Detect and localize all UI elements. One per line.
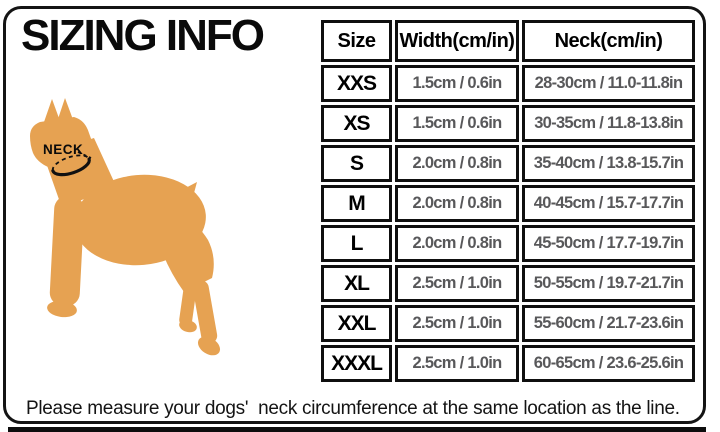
neck-label: NECK <box>43 142 84 157</box>
size-cell: XXS <box>321 65 392 102</box>
table-row <box>321 105 695 142</box>
column-header-neck: Neck(cm/in) <box>522 20 695 62</box>
dog-front-leg <box>49 195 85 306</box>
size-cell: XXXL <box>321 345 392 382</box>
sizing-table <box>318 17 698 385</box>
neck-cell: 45-50cm / 17.7-19.7in <box>522 225 695 262</box>
width-cell: 2.0cm / 0.8in <box>395 145 519 182</box>
width-cell: 2.5cm / 1.0in <box>395 305 519 342</box>
dog-silhouette <box>30 98 223 359</box>
column-header-size: Size <box>321 20 392 62</box>
neck-cell: 28-30cm / 11.0-11.8in <box>522 65 695 102</box>
table-row <box>321 145 695 182</box>
dog-illustration <box>18 96 223 361</box>
width-cell: 1.5cm / 0.6in <box>395 65 519 102</box>
size-cell: M <box>321 185 392 222</box>
table-header-row <box>321 20 695 62</box>
size-cell: L <box>321 225 392 262</box>
size-cell: XS <box>321 105 392 142</box>
dog-illustration-svg <box>18 96 223 361</box>
neck-cell: 55-60cm / 21.7-23.6in <box>522 305 695 342</box>
page-title: SIZING INFO <box>21 11 263 60</box>
table-row <box>321 185 695 222</box>
width-cell: 2.0cm / 0.8in <box>395 185 519 222</box>
neck-cell: 50-55cm / 19.7-21.7in <box>522 265 695 302</box>
table-row <box>321 65 695 102</box>
width-cell: 2.0cm / 0.8in <box>395 225 519 262</box>
neck-cell: 35-40cm / 13.8-15.7in <box>522 145 695 182</box>
column-header-width: Width(cm/in) <box>395 20 519 62</box>
width-cell: 2.5cm / 1.0in <box>395 265 519 302</box>
neck-cell: 30-35cm / 11.8-13.8in <box>522 105 695 142</box>
bottom-divider <box>8 427 706 432</box>
width-cell: 1.5cm / 0.6in <box>395 105 519 142</box>
table-row <box>321 305 695 342</box>
table-row <box>321 225 695 262</box>
measurement-note: Please measure your dogs' neck circumference at the same location as the line. <box>26 398 680 419</box>
neck-cell: 40-45cm / 15.7-17.7in <box>522 185 695 222</box>
size-cell: XL <box>321 265 392 302</box>
size-cell: S <box>321 145 392 182</box>
neck-cell: 60-65cm / 23.6-25.6in <box>522 345 695 382</box>
table-row <box>321 265 695 302</box>
width-cell: 2.5cm / 1.0in <box>395 345 519 382</box>
dog-ear-icon <box>44 99 60 122</box>
size-cell: XXL <box>321 305 392 342</box>
table-row <box>321 345 695 382</box>
